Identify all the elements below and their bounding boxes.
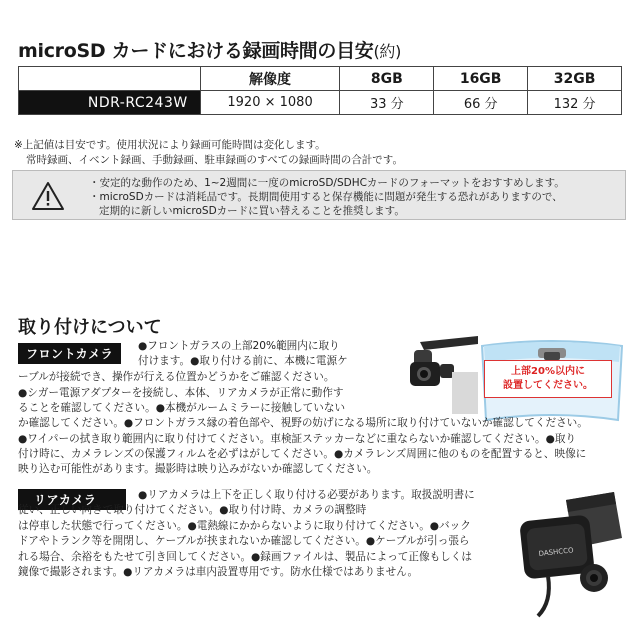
recording-time-table [18, 66, 622, 115]
rear-camera-photo [508, 478, 626, 618]
time-32gb-cell: 132 分 [528, 91, 622, 115]
title-suffix: (約) [373, 42, 402, 61]
warning-line-3: 定期的に新しいmicroSDカードに買い替えることを推奨します。 [99, 205, 405, 217]
title-main: microSD カードにおける録画時間の目安 [18, 40, 374, 62]
front-text-line-5: ることを確認してください。●本機がルームミラーに接触していない [18, 402, 346, 414]
time-16gb-cell: 66 分 [434, 91, 528, 115]
install-section-title: 取り付けについて [18, 317, 162, 338]
page-title [18, 36, 401, 63]
table-header-row [19, 67, 622, 91]
column-header-8gb: 8GB [340, 67, 434, 91]
warning-text [89, 176, 565, 218]
rear-text-line-3: は停車した状態で行ってください。●電熱線にかからないように取り付けてください。●バック [18, 520, 471, 532]
column-header-16gb: 16GB [434, 67, 528, 91]
rear-text-line-6: 鏡像で撮影されます。●リアカメラは車内設置専用です。防水仕様ではありません。 [18, 566, 419, 578]
column-header-32gb: 32GB [528, 67, 622, 91]
front-text-line-3: ーブルが接続でき、操作が行える位置かどうかをご確認ください。 [18, 371, 335, 383]
model-name-cell: NDR-RC243W [19, 91, 201, 115]
front-text-line-8: 付け時に、カメラレンズの保護フィルムを必ずはがしてください。●カメラレンズ周囲に他のものを配置すると、映像に [18, 448, 587, 460]
note-line-1: ※上記値は目安です。使用状況により録画可能時間は変化します。 [14, 139, 326, 151]
rear-text-line-1: ●リアカメラは上下を正しく取り付ける必要があります。取扱説明書に [138, 489, 475, 501]
time-8gb-cell: 33 分 [340, 91, 434, 115]
column-header-resolution: 解像度 [200, 67, 340, 91]
warning-triangle-icon [31, 181, 65, 211]
rear-text-line-2: 従い、正しい向きで取り付けてください。●取り付け時、カメラの調整時 [18, 504, 367, 516]
rear-text-line-5: れる場合、余裕をもたせて引き回してください。●録画ファイルは、製品によって正像もしくは [18, 551, 472, 563]
table-corner-cell [19, 67, 201, 91]
front-text-line-4: ●シガー電源アダプターを接続し、本体、リアカメラが正常に動作す [18, 387, 344, 399]
front-text-line-1: ●フロントガラスの上部20%範囲内に取り [138, 340, 340, 352]
warning-line-2: ・microSDカードは消耗品です。長期間使用すると保存機能に問題が発生する恐れがありますので、 [89, 191, 563, 203]
table-row [19, 91, 622, 115]
front-text-line-9: 映り込む可能性があります。撮影時は映り込みがないか確認してください。 [18, 463, 378, 475]
front-camera-photo [390, 336, 480, 414]
rear-camera-label: リアカメラ [18, 489, 126, 510]
warning-line-1: ・安定的な動作のため、1~2週間に一度のmicroSD/SDHCカードのフォーマットをおすすめします。 [89, 177, 565, 189]
front-text-line-2: 付けます。●取り付ける前に、本機に電源ケ [138, 355, 348, 367]
front-camera-label: フロントカメラ [18, 343, 121, 364]
front-text-line-6: か確認してください。●フロントガラス縁の着色部や、視野の妨げになる場所に取り付けていないか確認してください。 [18, 417, 588, 429]
rear-text-line-4: ドアやトランク等を開閉し、ケーブルが挟まれないか確認してください。●ケーブルが引っ張ら [18, 535, 470, 547]
device-brand-text: DASHCCO [538, 546, 574, 558]
callout-line-2: 設置してください。 [503, 380, 593, 391]
callout-line-1: 上部20%以内に [511, 366, 585, 377]
windshield-callout [484, 360, 612, 398]
warning-box [12, 170, 626, 220]
resolution-cell: 1920 × 1080 [200, 91, 340, 115]
note-line-2: 常時録画、イベント録画、手動録画、駐車録画のすべての録画時間の合計です。 [26, 154, 403, 166]
front-text-line-7: ●ワイパーの拭き取り範囲内に取り付けてください。車検証ステッカーなどに重ならないか確認してください。●取り [18, 433, 577, 445]
